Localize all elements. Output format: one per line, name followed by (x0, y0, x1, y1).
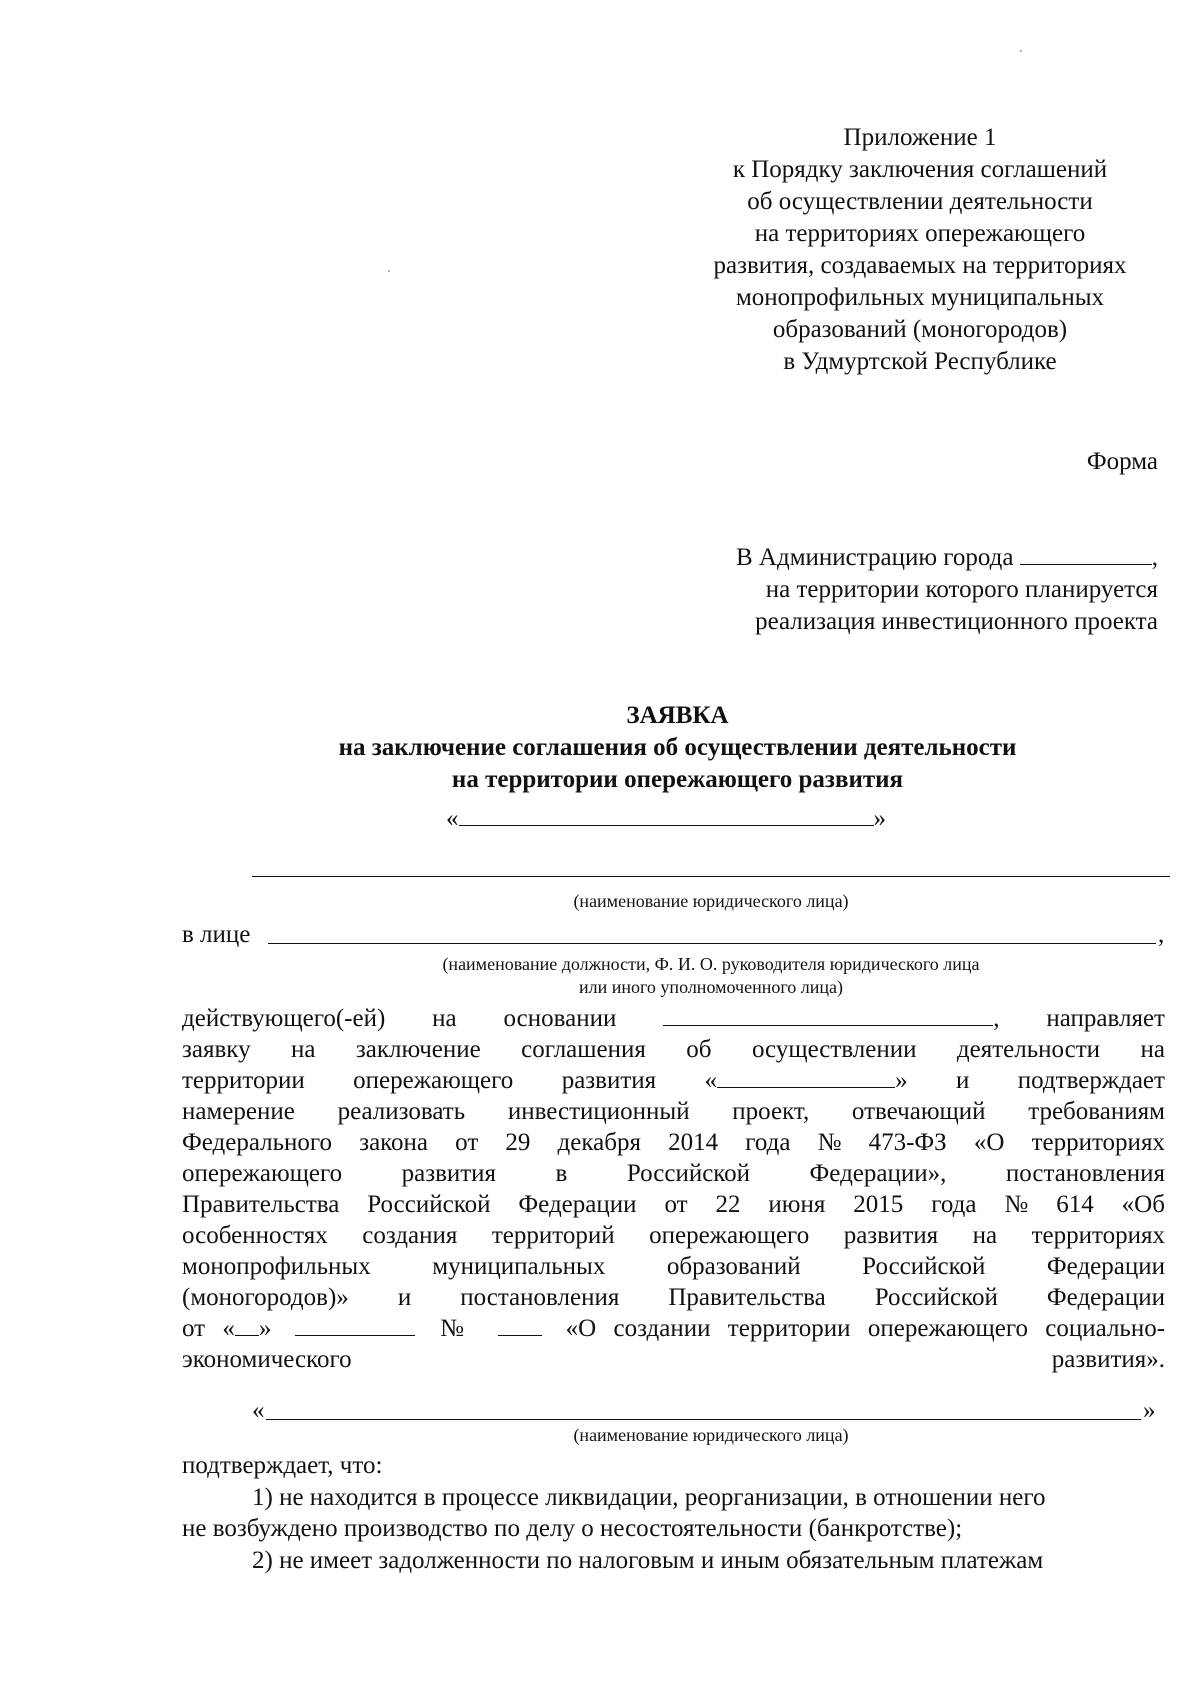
appendix-line: об осуществлении деятельности (747, 188, 1093, 215)
appendix-header (660, 122, 1180, 378)
decree-number-blank-field[interactable] (498, 1313, 542, 1336)
body-row: действующего(-ей) на основании , направляет (182, 1005, 1165, 1032)
appendix-line: монопрофильных муниципальных (735, 284, 1105, 311)
body-row: (моногородов)» и постановления Правительства Российской Федерации (182, 1284, 1165, 1311)
appendix-line: на территориях опережающего (754, 220, 1086, 247)
entity-name-blank-field-2[interactable] (266, 1419, 1141, 1420)
body-row: заявку на заключение соглашения об осуществлении деятельности на (182, 1036, 1165, 1063)
territory-blank-field[interactable] (717, 1065, 895, 1088)
entity-name-blank-field[interactable] (252, 876, 1170, 877)
list-item-2: 2) не имеет задолженности по налоговым и иным обязательным платежам (252, 1547, 1044, 1574)
confirms-label: подтверждает, что: (182, 1452, 383, 1479)
scan-speck (388, 270, 390, 272)
body-row: монопрофильных муниципальных образований Российской Федерации (182, 1253, 1165, 1280)
representative-prefix: в лице (182, 921, 251, 948)
body-row: экономического развития». (182, 1346, 1165, 1373)
territory-name-line (446, 803, 886, 833)
addressee-line-2: на территории которого планируется (765, 576, 1158, 603)
form-label: Форма (1086, 448, 1158, 475)
entity-name-caption-2: (наименование юридического лица) (573, 1425, 849, 1445)
quote-close: » (873, 805, 886, 832)
city-blank-field[interactable] (1020, 542, 1152, 565)
title-line-1: на заключение соглашения об осуществлении деятельности (338, 734, 1017, 761)
body-row: территории опережающего развития « » и подтверждает (182, 1067, 1165, 1094)
appendix-line: в Удмуртской Республике (783, 348, 1057, 375)
quote-open: « (446, 805, 459, 832)
appendix-line: развития, создаваемых на территориях (713, 252, 1127, 279)
basis-blank-field[interactable] (663, 1003, 993, 1026)
body-paragraph (182, 1003, 1165, 1375)
representative-blank-field[interactable] (268, 943, 1156, 944)
quote-close: » (1143, 1397, 1156, 1424)
comma: , (1158, 921, 1165, 948)
decree-day-blank-field[interactable] (235, 1313, 259, 1336)
body-row: от « » № «О создании территории опережающего социально- (182, 1315, 1166, 1342)
body-row: намерение реализовать инвестиционный проект, отвечающий требованиям (182, 1098, 1165, 1125)
body-row: особенностях создания территорий опережающего развития на территориях (182, 1222, 1165, 1249)
quote-open: « (252, 1397, 265, 1424)
appendix-line: Приложение 1 (843, 124, 997, 151)
addressee-line-3: реализация инвестиционного проекта (755, 608, 1158, 635)
title-line-2: на территории опережающего развития (451, 766, 904, 793)
addressee-block (638, 542, 1158, 638)
representative-caption-2: или иного уполномоченного лица) (578, 977, 843, 997)
territory-name-blank-field[interactable] (459, 803, 874, 826)
list-item-1-line-2: не возбуждено производство по делу о несостоятельности (банкротстве); (182, 1515, 963, 1542)
decree-date-blank-field[interactable] (295, 1313, 415, 1336)
body-row: опережающего развития в Российской Федерации», постановления (182, 1160, 1165, 1187)
list-item-1-line-1: 1) не находится в процессе ликвидации, реорганизации, в отношении него (252, 1484, 1046, 1511)
title-heading: ЗАЯВКА (626, 702, 729, 729)
scan-speck (1020, 50, 1022, 52)
entity-name-caption: (наименование юридического лица) (573, 891, 849, 911)
representative-caption-1: (наименование должности, Ф. И. О. руководителя юридического лица (442, 954, 980, 974)
addressee-line-1: В Администрацию города (736, 544, 1014, 571)
appendix-line: образований (моногородов) (772, 316, 1068, 343)
appendix-line: к Порядку заключения соглашений (732, 156, 1108, 183)
body-row: Правительства Российской Федерации от 22 июня 2015 года № 614 «Об (182, 1191, 1165, 1218)
application-title (170, 700, 1185, 796)
comma: , (1151, 544, 1158, 571)
body-row: Федерального закона от 29 декабря 2014 года № 473-ФЗ «О территориях (182, 1129, 1165, 1156)
